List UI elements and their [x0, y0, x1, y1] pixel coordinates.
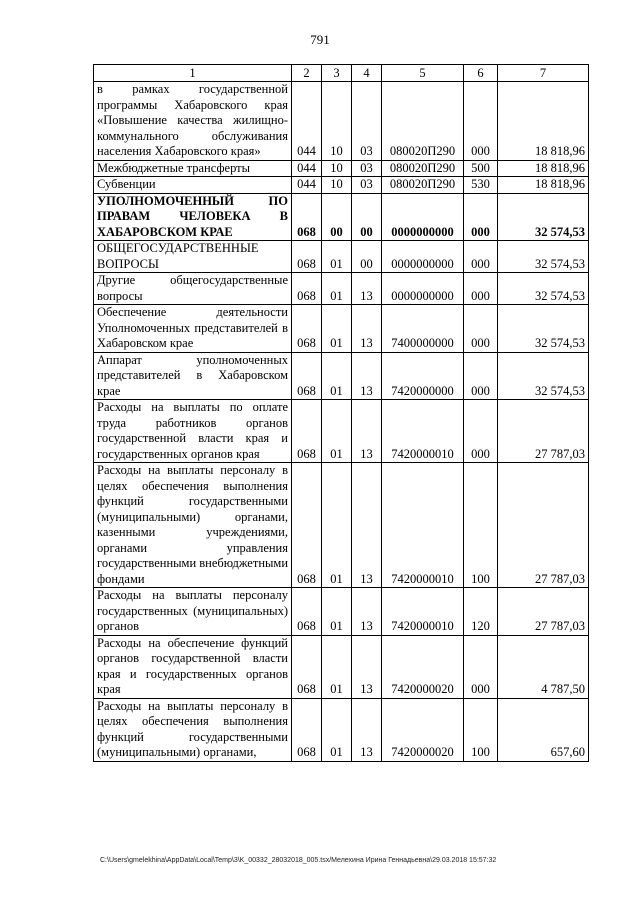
row-section-code: 01	[322, 698, 352, 761]
footer-path: C:\Users\gmelekhina\AppData\Local\Temp\3\K_00332_28032018_005.tsx/Мелехина Ирина Геннадьевна\29.03.2018 15:57:32	[100, 857, 497, 864]
header-cell: 5	[382, 65, 464, 82]
table-row	[94, 588, 589, 636]
header-cell: 4	[352, 65, 382, 82]
row-description: в рамках государственной программы Хабаровского края «Повышение качества жилищно-коммунального обслуживания населения Хабаровского края»	[94, 82, 292, 161]
row-expense-type: 530	[464, 177, 498, 194]
row-subsection-code: 00	[352, 193, 382, 241]
row-section-code: 01	[322, 305, 352, 353]
row-target-code: 7420000020	[382, 698, 464, 761]
row-target-code: 080020П290	[382, 160, 464, 177]
row-description: Расходы на обеспечение функций органов государственной власти края и государственных органов края	[94, 635, 292, 698]
row-expense-type: 120	[464, 588, 498, 636]
row-expense-type: 000	[464, 352, 498, 400]
page-number: 791	[310, 32, 330, 47]
row-expense-type: 000	[464, 305, 498, 353]
table-row	[94, 400, 589, 463]
row-subsection-code: 03	[352, 82, 382, 161]
row-description: Межбюджетные трансферты	[94, 160, 292, 177]
row-subsection-code: 03	[352, 177, 382, 194]
row-description: Расходы на выплаты персоналу государственных (муниципальных) органов	[94, 588, 292, 636]
row-target-code: 7420000010	[382, 400, 464, 463]
row-expense-type: 000	[464, 241, 498, 273]
row-section-code: 01	[322, 400, 352, 463]
table-row	[94, 352, 589, 400]
row-amount: 27 787,03	[498, 588, 589, 636]
row-admin-code: 068	[292, 193, 322, 241]
row-amount: 32 574,53	[498, 193, 589, 241]
budget-table	[93, 64, 589, 762]
row-section-code: 01	[322, 273, 352, 305]
row-target-code: 080020П290	[382, 82, 464, 161]
header-cell: 7	[498, 65, 589, 82]
row-admin-code: 068	[292, 588, 322, 636]
row-section-code: 01	[322, 588, 352, 636]
row-subsection-code: 13	[352, 273, 382, 305]
row-expense-type: 500	[464, 160, 498, 177]
row-description: Субвенции	[94, 177, 292, 194]
row-target-code: 7420000010	[382, 588, 464, 636]
row-expense-type: 000	[464, 273, 498, 305]
row-section-code: 01	[322, 352, 352, 400]
row-amount: 18 818,96	[498, 160, 589, 177]
table-row	[94, 193, 589, 241]
table-row	[94, 635, 589, 698]
row-target-code: 0000000000	[382, 241, 464, 273]
row-description: ОБЩЕГОСУДАРСТВЕННЫЕ ВОПРОСЫ	[94, 241, 292, 273]
table-row	[94, 273, 589, 305]
row-subsection-code: 00	[352, 241, 382, 273]
row-admin-code: 044	[292, 82, 322, 161]
row-target-code: 0000000000	[382, 273, 464, 305]
row-amount: 32 574,53	[498, 241, 589, 273]
row-amount: 657,60	[498, 698, 589, 761]
row-admin-code: 068	[292, 400, 322, 463]
row-amount: 18 818,96	[498, 82, 589, 161]
row-subsection-code: 13	[352, 400, 382, 463]
header-cell: 6	[464, 65, 498, 82]
row-target-code: 7420000020	[382, 635, 464, 698]
row-amount: 32 574,53	[498, 273, 589, 305]
row-amount: 32 574,53	[498, 305, 589, 353]
row-subsection-code: 13	[352, 635, 382, 698]
row-amount: 27 787,03	[498, 400, 589, 463]
row-subsection-code: 13	[352, 698, 382, 761]
row-amount: 18 818,96	[498, 177, 589, 194]
row-section-code: 10	[322, 160, 352, 177]
row-subsection-code: 13	[352, 352, 382, 400]
row-target-code: 7420000010	[382, 463, 464, 588]
table-row	[94, 241, 589, 273]
row-section-code: 10	[322, 177, 352, 194]
table-row	[94, 463, 589, 588]
row-subsection-code: 13	[352, 588, 382, 636]
row-admin-code: 068	[292, 463, 322, 588]
row-section-code: 10	[322, 82, 352, 161]
table-row	[94, 305, 589, 353]
row-admin-code: 068	[292, 635, 322, 698]
row-target-code: 080020П290	[382, 177, 464, 194]
header-cell: 1	[94, 65, 292, 82]
table-row	[94, 160, 589, 177]
row-amount: 4 787,50	[498, 635, 589, 698]
row-description: Расходы на выплаты по оплате труда работников органов государственной власти края и государственных органов края	[94, 400, 292, 463]
row-admin-code: 044	[292, 160, 322, 177]
row-description: Обеспечение деятельности Уполномоченных представителей в Хабаровском крае	[94, 305, 292, 353]
row-target-code: 0000000000	[382, 193, 464, 241]
row-admin-code: 068	[292, 273, 322, 305]
row-description: Расходы на выплаты персоналу в целях обеспечения выполнения функций государственными (муниципальными) органами,	[94, 698, 292, 761]
header-cell: 2	[292, 65, 322, 82]
row-section-code: 01	[322, 635, 352, 698]
row-section-code: 01	[322, 241, 352, 273]
row-admin-code: 068	[292, 241, 322, 273]
row-description: Расходы на выплаты персоналу в целях обеспечения выполнения функций государственными (муниципальными) органами, казенными учреждениями, органами управления государственными внебюджетными фондами	[94, 463, 292, 588]
row-admin-code: 068	[292, 352, 322, 400]
table-row	[94, 177, 589, 194]
row-description: Другие общегосударственные вопросы	[94, 273, 292, 305]
row-expense-type: 100	[464, 463, 498, 588]
row-admin-code: 068	[292, 305, 322, 353]
row-expense-type: 000	[464, 82, 498, 161]
row-amount: 27 787,03	[498, 463, 589, 588]
row-expense-type: 000	[464, 193, 498, 241]
row-admin-code: 044	[292, 177, 322, 194]
row-expense-type: 000	[464, 400, 498, 463]
row-admin-code: 068	[292, 698, 322, 761]
header-row	[94, 65, 589, 82]
row-subsection-code: 13	[352, 463, 382, 588]
row-section-code: 00	[322, 193, 352, 241]
row-subsection-code: 13	[352, 305, 382, 353]
row-amount: 32 574,53	[498, 352, 589, 400]
row-expense-type: 000	[464, 635, 498, 698]
row-section-code: 01	[322, 463, 352, 588]
row-expense-type: 100	[464, 698, 498, 761]
row-subsection-code: 03	[352, 160, 382, 177]
header-cell: 3	[322, 65, 352, 82]
row-target-code: 7400000000	[382, 305, 464, 353]
table-row	[94, 82, 589, 161]
row-description: УПОЛНОМОЧЕННЫЙ ПО ПРАВАМ ЧЕЛОВЕКА В ХАБАРОВСКОМ КРАЕ	[94, 193, 292, 241]
row-description: Аппарат уполномоченных представителей в Хабаровском крае	[94, 352, 292, 400]
table-row	[94, 698, 589, 761]
row-target-code: 7420000000	[382, 352, 464, 400]
